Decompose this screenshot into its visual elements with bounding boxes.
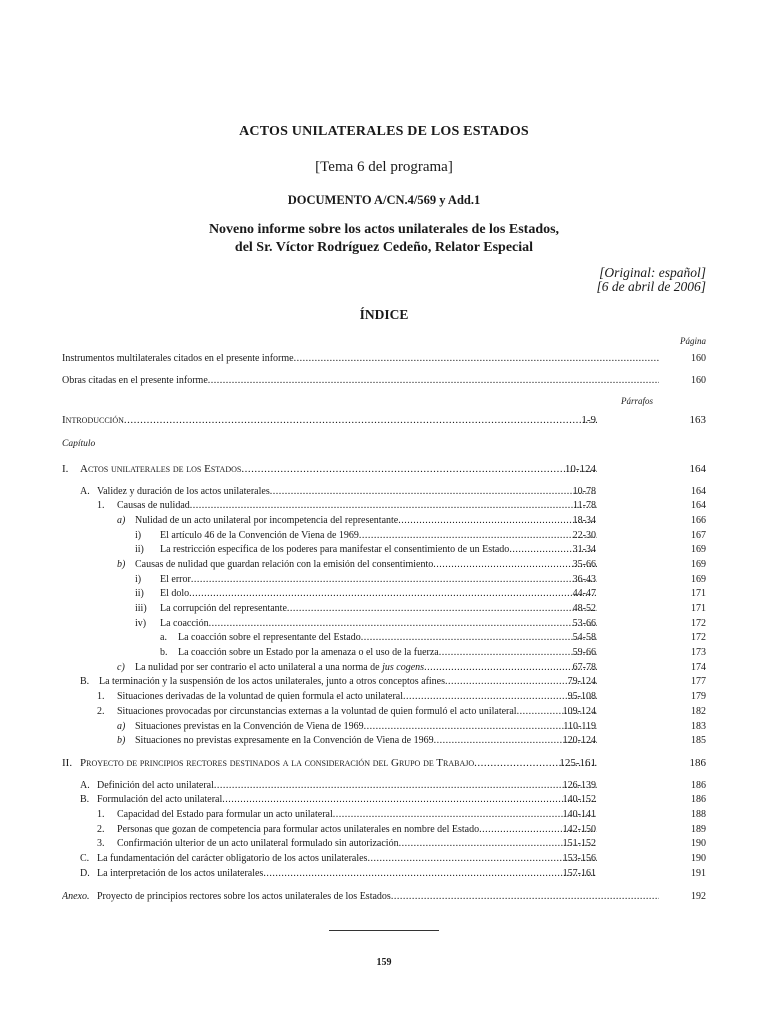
toc-paragraph-range: 142-150 <box>562 824 596 835</box>
toc-entry-text: La coacción sobre el representante del Estado <box>178 632 361 643</box>
toc-row-obras[interactable] <box>0 374 768 388</box>
toc-entry-number: c) <box>117 662 125 673</box>
toc-paragraph-range: 95-108 <box>567 691 596 702</box>
toc-page-number: 186 <box>689 757 706 769</box>
toc-paragraph-range: 153-156 <box>562 853 596 864</box>
toc-entry-text: La interpretación de los actos unilaterales <box>97 868 264 879</box>
toc-entry-number: i) <box>135 530 142 541</box>
toc-page-number: 186 <box>691 780 706 791</box>
toc-entry-text: El artículo 46 de la Convención de Viena de 1969 <box>160 530 359 541</box>
toc-entry-number: B. <box>80 794 90 805</box>
toc-row[interactable] <box>0 823 768 837</box>
toc-page-number: 179 <box>691 691 706 702</box>
toc-paragraph-range: 36-43 <box>572 574 596 585</box>
toc-paragraph-range: 1-9 <box>581 414 596 426</box>
toc-paragraph-range: 125-161 <box>559 757 596 769</box>
toc-entry-italic: jus cogens <box>382 662 425 673</box>
toc-paragraph-range: 31-34 <box>572 544 596 555</box>
document-date: [6 de abril de 2006] <box>596 279 706 294</box>
toc-entry-number: 2. <box>97 706 105 717</box>
toc-entry-number: iii) <box>135 603 147 614</box>
toc-paragraph-range: 53-66 <box>572 618 596 629</box>
subtitle-line-1: Noveno informe sobre los actos unilaterales de los Estados, <box>208 222 560 237</box>
toc-paragraph-range: 151-152 <box>562 838 596 849</box>
toc-entry-number: B. <box>80 676 90 687</box>
toc-paragraph-range: 157-161 <box>562 868 596 879</box>
toc-row[interactable] <box>0 837 768 851</box>
toc-entry-text: La coacción sobre un Estado por la amenaza o el uso de la fuerza <box>178 647 439 658</box>
toc-entry-number: b) <box>117 559 126 570</box>
toc-entry-text: El dolo <box>160 588 190 599</box>
toc-page-number: 182 <box>691 706 706 717</box>
toc-page-number: 169 <box>691 544 706 555</box>
toc-row[interactable] <box>0 705 768 719</box>
toc-row[interactable] <box>0 661 768 675</box>
toc-entry-number: i) <box>135 574 142 585</box>
toc-row[interactable] <box>0 602 768 616</box>
toc-page-number: 171 <box>691 588 706 599</box>
toc-row[interactable] <box>0 573 768 587</box>
toc-entry-text: Situaciones no previstas expresamente en la Convención de Viena de 1969 <box>135 735 434 746</box>
tema-line: [Tema 6 del programa] <box>315 159 453 175</box>
toc-entry-text: Proyecto de principios rectores destinados a la consideración del Grupo de Trabajo <box>80 757 475 769</box>
toc-paragraph-range: 59-66 <box>572 647 596 658</box>
toc-page-number: 190 <box>691 853 706 864</box>
toc-page-number: 189 <box>691 824 706 835</box>
page-number: 159 <box>376 957 392 968</box>
dot-leader <box>208 374 659 388</box>
toc-row[interactable] <box>0 587 768 601</box>
toc-entry-number: A. <box>80 486 90 497</box>
toc-entry-text: La coacción <box>160 618 209 629</box>
toc-page-number: 173 <box>691 647 706 658</box>
toc-page-number: 188 <box>691 809 706 820</box>
toc-paragraph-range: 126-139 <box>562 780 596 791</box>
toc-row[interactable] <box>0 543 768 557</box>
toc-row-anexo[interactable] <box>0 890 768 904</box>
footnote-rule <box>329 930 439 931</box>
toc-entry-number: II. <box>62 757 73 769</box>
toc-row[interactable] <box>0 779 768 793</box>
toc-row[interactable] <box>0 734 768 748</box>
pagina-column-header: Página <box>680 336 706 346</box>
capitulo-label: Capítulo <box>62 439 96 449</box>
report-subtitle <box>0 221 768 257</box>
toc-entry-text: Situaciones previstas en la Convención de Viena de 1969 <box>135 721 364 732</box>
toc-row[interactable] <box>0 867 768 881</box>
toc-entry-number: 2. <box>97 824 105 835</box>
toc-entry-number: b) <box>117 735 126 746</box>
toc-page-number: 185 <box>691 735 706 746</box>
toc-row[interactable] <box>0 485 768 499</box>
toc-row[interactable] <box>0 852 768 866</box>
toc-page-number: 163 <box>689 414 706 426</box>
toc-row[interactable] <box>0 690 768 704</box>
toc-entry-text: Formulación del acto unilateral <box>97 794 223 805</box>
toc-entry-text: Proyecto de principios rectores sobre los actos unilaterales de los Estados <box>97 891 391 902</box>
toc-page-number: 160 <box>691 353 706 364</box>
toc-entry-text: Obras citadas en el presente informe <box>62 375 208 386</box>
subtitle-line-2: del Sr. Víctor Rodríguez Cedeño, Relator Especial <box>234 240 534 255</box>
toc-entry-text: La restricción específica de los poderes para manifestar el consentimiento de un Estado <box>160 544 510 555</box>
toc-entry-text: Confirmación ulterior de un acto unilateral formulado sin autorización <box>117 838 399 849</box>
toc-page-number: 167 <box>691 530 706 541</box>
toc-entry-text: La terminación y la suspensión de los actos unilaterales, junto a otros conceptos afines <box>99 676 446 687</box>
toc-paragraph-range: 35-66 <box>572 559 596 570</box>
toc-row[interactable] <box>0 462 768 476</box>
toc-paragraph-range: 120-124 <box>562 735 596 746</box>
toc-entry-number: iv) <box>135 618 147 629</box>
toc-entry-text: Situaciones provocadas por circunstancias externas a la voluntad de quien formuló el acto unilateral <box>117 706 517 717</box>
toc-page-number: 169 <box>691 559 706 570</box>
toc-entry-number: 3. <box>97 838 105 849</box>
toc-entry-number: a) <box>117 721 126 732</box>
toc-page-number: 183 <box>691 721 706 732</box>
toc-page-number: 190 <box>691 838 706 849</box>
toc-paragraph-range: 54-58 <box>572 632 596 643</box>
toc-row[interactable] <box>0 558 768 572</box>
toc-entry-number: C. <box>80 853 90 864</box>
toc-page-number: 191 <box>691 868 706 879</box>
toc-page-number: 172 <box>691 632 706 643</box>
toc-page-number: 160 <box>691 375 706 386</box>
toc-entry-text: Introducción <box>62 414 124 426</box>
original-language: [Original: español] <box>599 265 706 280</box>
toc-entry-text: Instrumentos multilaterales citados en el presente informe <box>62 353 294 364</box>
document-title: ACTOS UNILATERALES DE LOS ESTADOS <box>239 124 529 139</box>
toc-entry-number: I. <box>62 463 69 475</box>
toc-paragraph-range: 67-78 <box>572 662 596 673</box>
toc-paragraph-range: 48-52 <box>572 603 596 614</box>
toc-paragraph-range: 44-47 <box>572 588 596 599</box>
toc-entry-text: Situaciones derivadas de la voluntad de quien formula el acto unilateral <box>117 691 404 702</box>
parrafos-column-header: Párrafos <box>620 396 653 406</box>
toc-entry-text: Validez y duración de los actos unilaterales <box>97 486 270 497</box>
toc-entry-number: ii) <box>135 544 144 555</box>
toc-page-number: 166 <box>691 515 706 526</box>
toc-paragraph-range: 18-34 <box>572 515 596 526</box>
toc-entry-text: Definición del acto unilateral <box>97 780 214 791</box>
toc-paragraph-range: 140-141 <box>562 809 596 820</box>
index-heading: ÍNDICE <box>359 307 409 322</box>
toc-entry-number: a) <box>117 515 126 526</box>
toc-page-number: 177 <box>691 676 706 687</box>
toc-entry-text: Causas de nulidad que guardan relación con la emisión del consentimiento <box>135 559 434 570</box>
toc-page-number: 172 <box>691 618 706 629</box>
toc-entry-number: b. <box>160 647 168 658</box>
toc-entry-text: La corrupción del representante <box>160 603 287 614</box>
toc-paragraph-range: 109-124 <box>562 706 596 717</box>
toc-row[interactable] <box>0 617 768 631</box>
toc-page-number: 192 <box>691 891 706 902</box>
toc-page-number: 171 <box>691 603 706 614</box>
toc-paragraph-range: 140-152 <box>562 794 596 805</box>
toc-row[interactable] <box>0 631 768 645</box>
toc-paragraph-range: 110-119 <box>563 721 596 732</box>
toc-row[interactable] <box>0 514 768 528</box>
toc-page-number: 186 <box>691 794 706 805</box>
toc-entry-text: Causas de nulidad <box>117 500 190 511</box>
toc-paragraph-range: 22-30 <box>572 530 596 541</box>
dot-leader <box>294 352 659 366</box>
toc-paragraph-range: 10-78 <box>572 486 596 497</box>
original-language-note <box>597 266 707 294</box>
toc-row[interactable] <box>0 720 768 734</box>
toc-entry-text: El error <box>160 574 191 585</box>
toc-row[interactable] <box>0 646 768 660</box>
toc-entry-text: La fundamentación del carácter obligatorio de los actos unilaterales <box>97 853 368 864</box>
dot-leader <box>391 890 659 904</box>
toc-entry-number: A. <box>80 780 90 791</box>
document-number: DOCUMENTO A/CN.4/569 y Add.1 <box>287 193 481 207</box>
toc-page-number: 164 <box>689 463 706 475</box>
toc-page-number: 169 <box>691 574 706 585</box>
toc-paragraph-range: 79-124 <box>567 676 596 687</box>
toc-entry-number: D. <box>80 868 90 879</box>
toc-entry-text: Capacidad del Estado para formular un acto unilateral <box>117 809 333 820</box>
toc-page-number: 174 <box>691 662 706 673</box>
toc-row[interactable] <box>0 529 768 543</box>
toc-entry-number: 1. <box>97 500 105 511</box>
toc-row[interactable] <box>0 808 768 822</box>
toc-entry-text: Personas que gozan de competencia para formular actos unilaterales en nombre del Estado <box>117 824 480 835</box>
toc-entry-number: 1. <box>97 691 105 702</box>
toc-row[interactable] <box>0 793 768 807</box>
toc-paragraph-range: 11-78 <box>573 500 596 511</box>
toc-page-number: 164 <box>691 486 706 497</box>
anexo-label: Anexo. <box>62 891 90 902</box>
toc-paragraph-range: 10-124 <box>564 463 596 475</box>
toc-entry-text: Nulidad de un acto unilateral por incompetencia del representante <box>135 515 399 526</box>
toc-entry-text: Actos unilaterales de los Estados <box>80 463 242 475</box>
toc-row-instrumentos[interactable] <box>0 352 768 366</box>
toc-page-number: 164 <box>691 500 706 511</box>
toc-row[interactable] <box>0 756 768 770</box>
toc-entry-text: La nulidad por ser contrario el acto unilateral a una norma de <box>135 662 380 673</box>
toc-row[interactable] <box>0 413 768 427</box>
toc-entry-number: a. <box>160 632 167 643</box>
toc-row[interactable] <box>0 499 768 513</box>
toc-row[interactable] <box>0 675 768 689</box>
toc-entry-number: 1. <box>97 809 105 820</box>
toc-entry-number: ii) <box>135 588 144 599</box>
